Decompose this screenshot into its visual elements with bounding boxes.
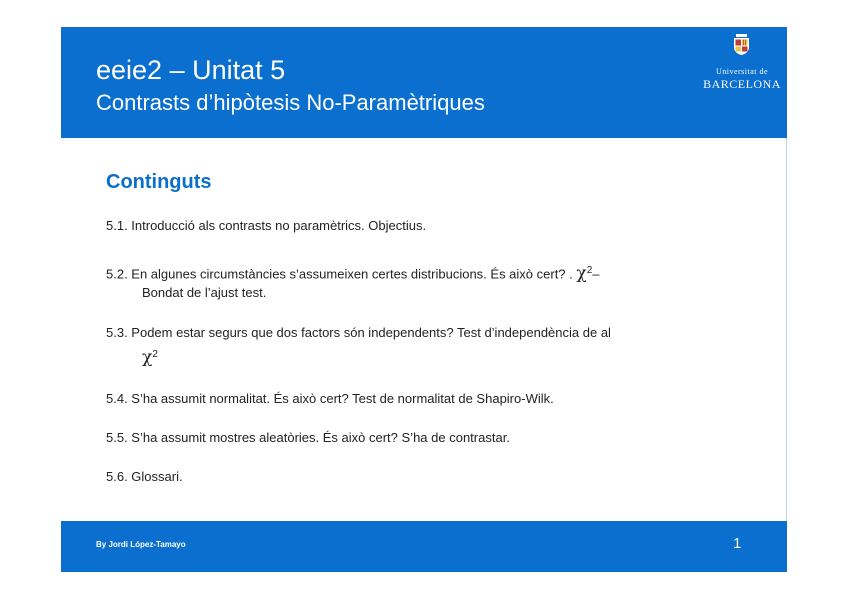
logo-text-line2: BARCELONA xyxy=(703,77,781,91)
contents-item-5-2 xyxy=(106,261,600,302)
slide-right-border xyxy=(786,138,787,521)
slide-footer xyxy=(61,521,787,572)
contents-item-5-6 xyxy=(106,467,183,486)
slide-title: eeie2 – Unitat 5 xyxy=(96,55,286,85)
contents-item-continuation: Bondat de l’ajust test. xyxy=(142,285,267,301)
chi-superscript: 2 xyxy=(586,265,593,276)
logo-text-line1: Universitat de xyxy=(715,67,769,76)
chi-superscript: 2 xyxy=(152,349,158,360)
contents-item-text: 5.3. Podem estar segurs que dos factors són independents? Test d’independència de al xyxy=(106,325,611,340)
section-title: Continguts xyxy=(106,171,212,193)
dash-text: – xyxy=(592,266,600,282)
slide-subtitle: Contrasts d’hipòtesis No-Paramètriques xyxy=(96,90,485,115)
contents-item-5-4 xyxy=(106,389,554,408)
slide-header xyxy=(61,27,787,138)
university-logo xyxy=(697,32,787,92)
contents-item-5-5 xyxy=(106,428,510,447)
university-crest-icon xyxy=(733,34,750,55)
contents-item-5-1 xyxy=(106,216,426,235)
author-credit: By Jordi López-Tamayo xyxy=(96,540,186,549)
contents-item-text: 5.4. S’ha assumit normalitat. És això cert? Test de normalitat de Shapiro-Wilk. xyxy=(106,391,554,406)
page-number: 1 xyxy=(733,535,742,552)
contents-item-text: 5.6. Glossari. xyxy=(106,469,183,484)
slide xyxy=(61,27,787,572)
chi-symbol: χ xyxy=(576,263,587,284)
contents-item-text: 5.1. Introducció als contrasts no paramètrics. Objectius. xyxy=(106,218,427,233)
contents-item-continuation xyxy=(106,342,611,367)
contents-item-text: 5.5. S’ha assumit mostres aleatòries. És això cert? S’ha de contrastar. xyxy=(106,430,510,445)
chi-symbol: χ xyxy=(142,347,153,368)
contents-item-5-3 xyxy=(106,323,611,367)
contents-item-text: 5.2. En algunes circumstàncies s’assumeixen certes distribucions. És això cert? . xyxy=(106,266,573,282)
